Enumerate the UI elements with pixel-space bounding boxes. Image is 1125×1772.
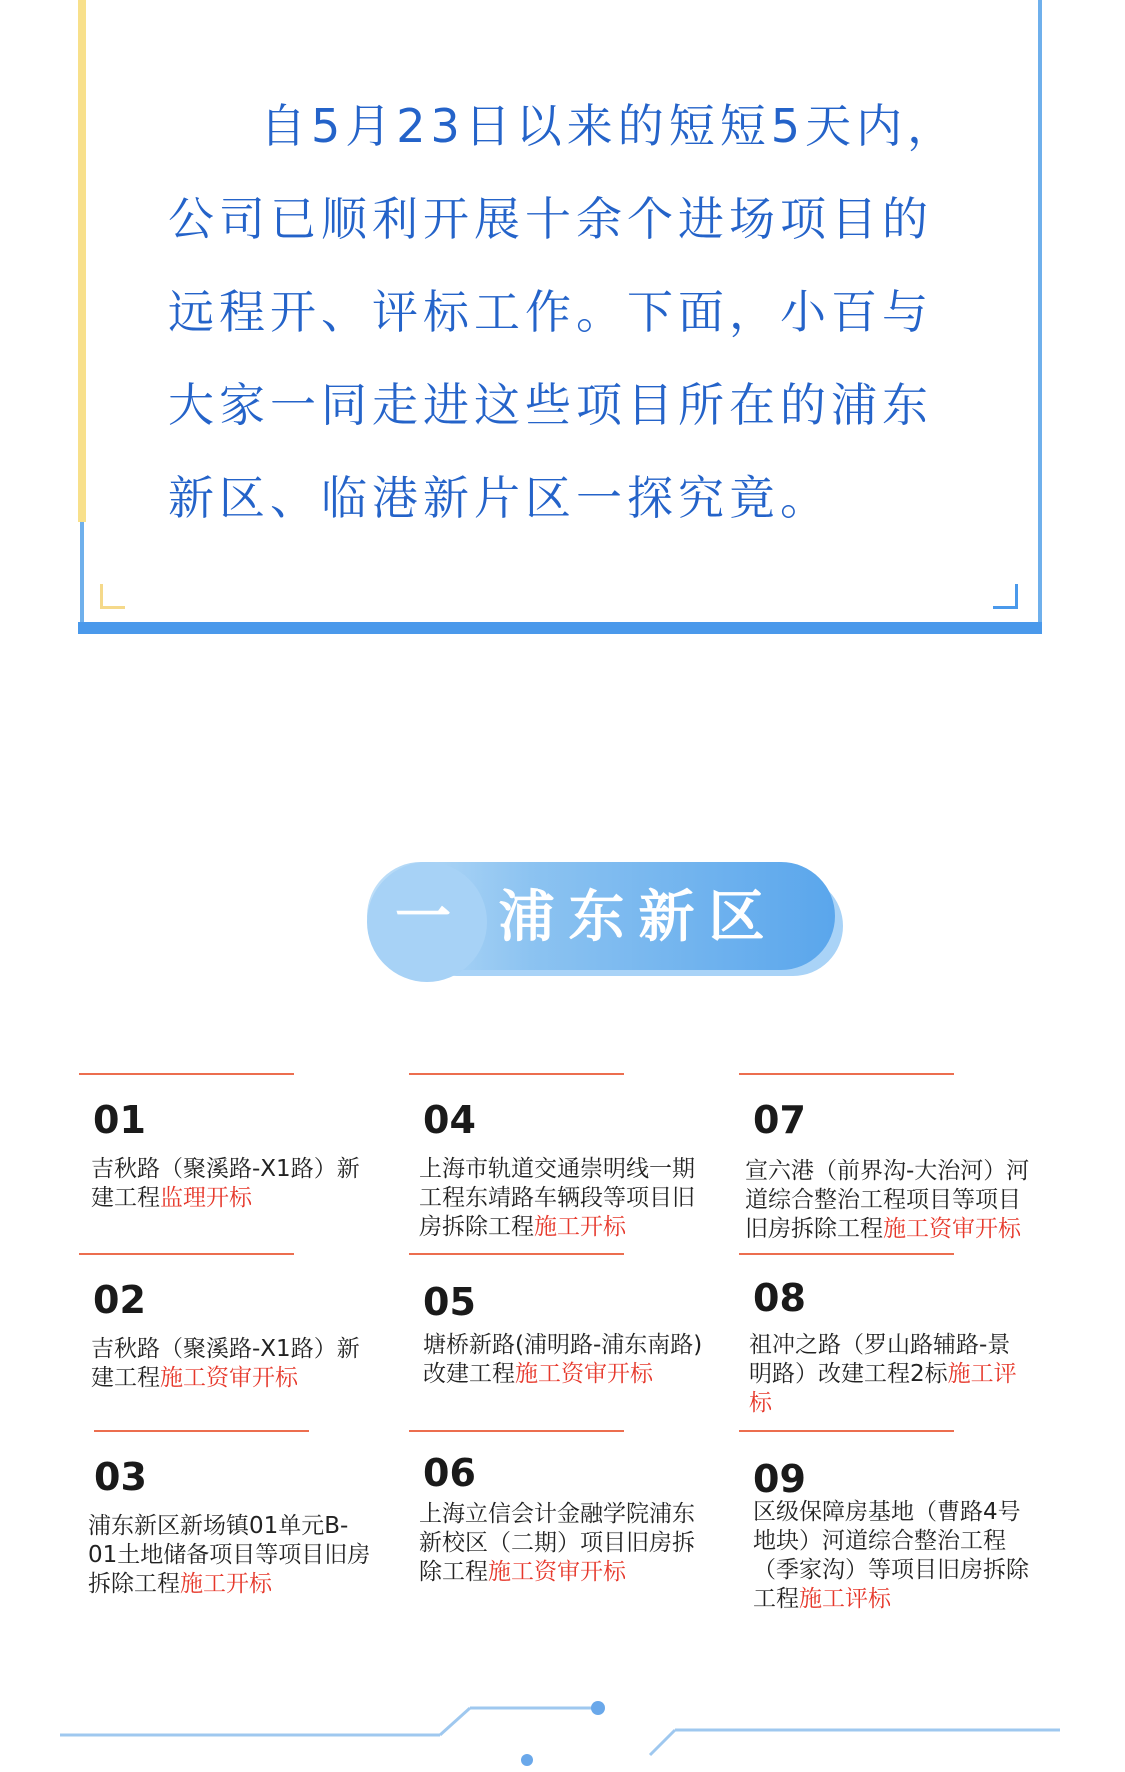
project-title: 宣六港（前界沟-大治河）河道综合整治工程项目等项目旧房拆除工程 [745,1158,1030,1242]
project-number: 07 [753,1098,806,1142]
frame-left-accent-bar [78,0,86,522]
deco-dot-bottom [521,1754,533,1766]
project-divider [739,1073,954,1075]
project-number: 06 [423,1451,476,1495]
corner-bracket-bottom-left-icon [100,584,125,609]
project-title: 浦东新区新场镇01单元B-01土地储备项目等项目旧房拆除工程 [88,1513,371,1597]
section-header-pudong [367,862,847,990]
project-title: 祖冲之路（罗山路辅路-景明路）改建工程2标 [749,1332,1011,1387]
project-title: 吉秋路（聚溪路-X1路）新建工程 [91,1336,360,1391]
project-tag: 监理开标 [160,1185,252,1211]
project-divider [79,1253,294,1255]
project-number: 08 [753,1276,806,1320]
corner-bracket-bottom-right-icon [993,584,1018,609]
project-number: 02 [93,1278,146,1322]
project-tag: 施工资审开标 [488,1559,626,1585]
project-tag: 施工资审开标 [160,1365,298,1391]
project-divider [739,1430,954,1432]
project-divider [409,1073,624,1075]
project-tag: 施工开标 [180,1571,272,1597]
frame-bottom-bar [78,622,1042,634]
project-divider [739,1253,954,1255]
deco-line-up [440,1708,470,1735]
section-title: 一 浦东新区 [395,885,779,950]
project-title: 塘桥新路(浦明路-浦东南路)改建工程 [423,1332,703,1387]
project-title: 上海立信会计金融学院浦东新校区（二期）项目旧房拆除工程 [419,1501,695,1585]
project-description [88,1512,373,1599]
project-description [91,1155,376,1213]
project-description [749,1331,1029,1418]
project-description [423,1331,708,1389]
project-description [91,1335,376,1393]
project-tag: 施工资审开标 [515,1361,653,1387]
project-divider [409,1253,624,1255]
project-description [745,1157,1030,1244]
project-tag: 施工评标 [799,1586,891,1612]
project-title: 区级保障房基地（曹路4号地块）河道综合整治工程（季家沟）等项目旧房拆除工程 [753,1499,1029,1612]
project-tag: 施工评标 [749,1361,1017,1416]
frame-right-line [1038,0,1042,622]
project-number: 03 [94,1455,147,1499]
project-title: 吉秋路（聚溪路-X1路）新建工程 [91,1156,360,1211]
frame-left-line [80,522,84,622]
project-number: 05 [423,1280,476,1324]
project-number: 01 [93,1098,146,1142]
project-divider [409,1430,624,1432]
project-number: 04 [423,1098,476,1142]
intro-frame [78,0,1042,633]
project-divider [94,1430,309,1432]
intro-paragraph: 自5月23日以来的短短5天内，公司已顺利开展十余个进场项目的远程开、评标工作。下面，小百与大家一同走进这些项目所在的浦东新区、临港新片区一探究竟。 [168,99,959,525]
project-tag: 施工资审开标 [883,1216,1021,1242]
project-number: 09 [753,1457,806,1501]
deco-dot-top [591,1701,605,1715]
bottom-circuit-decoration [0,1680,1125,1772]
project-description [419,1500,704,1587]
project-description [419,1155,704,1242]
project-description [753,1498,1033,1614]
project-title: 上海市轨道交通崇明线一期工程东靖路车辆段等项目旧房拆除工程 [419,1156,695,1240]
deco-line-diag [650,1730,675,1755]
project-tag: 施工开标 [534,1214,626,1240]
project-divider [79,1073,294,1075]
